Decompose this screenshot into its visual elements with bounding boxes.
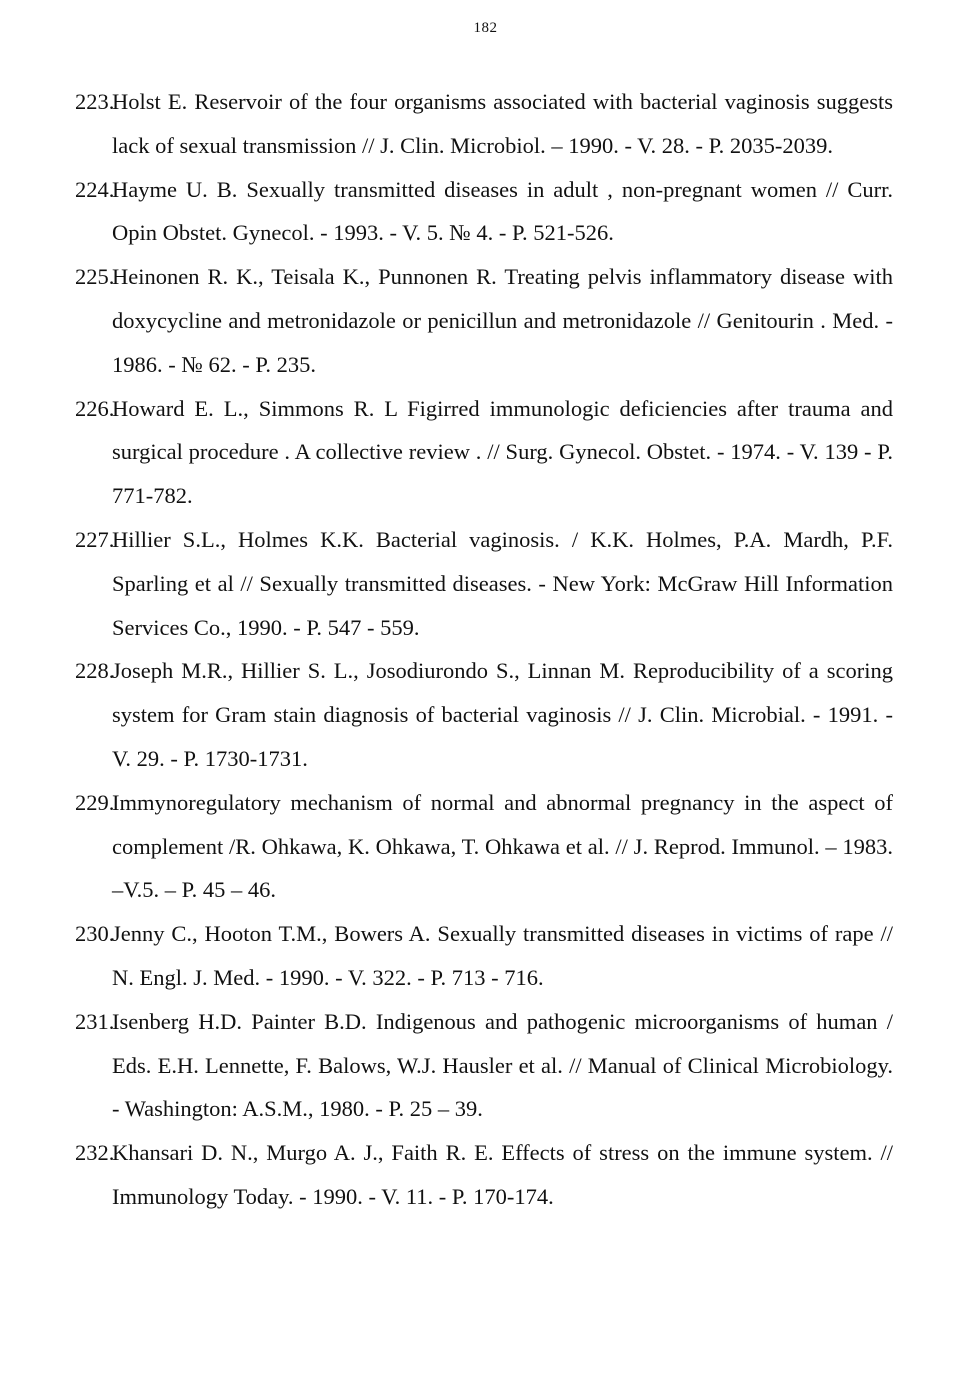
reference-item <box>75 912 893 1000</box>
reference-text: Holst E. Reservoir of the four organisms associated with bacterial vaginosis suggests lack of sexual transmission // J. Clin. Microbiol. – 1990. - V. 28. - P. 2035-2039. <box>112 89 893 158</box>
reference-item <box>75 781 893 912</box>
reference-text: Joseph M.R., Hillier S. L., Josodiurondo S., Linnan M. Reproducibility of a scoring system for Gram stain diagnosis of bacterial vaginosis // J. Clin. Microbial. - 1991. - V. 29. - P. 1730-1731. <box>112 658 893 771</box>
reference-number: 229. <box>75 789 115 815</box>
reference-text: Hayme U. B. Sexually transmitted diseases in adult , non-pregnant women // Curr. Opin Obstet. Gynecol. - 1993. - V. 5. № 4. - P. 521-526. <box>112 176 893 246</box>
reference-item <box>75 80 893 168</box>
reference-number: 226. <box>75 395 115 421</box>
reference-number: 230. <box>75 921 115 947</box>
reference-text: Immynoregulatory mechanism of normal and abnormal pregnancy in the aspect of complement /R. Ohkawa, K. Ohkawa, T. Ohkawa et al. // J. Reprod. Immunol. – 1983. –V.5. – P. 45 – 46. <box>112 789 893 903</box>
reference-item <box>75 1000 893 1131</box>
reference-item <box>75 387 893 518</box>
reference-item <box>75 1131 893 1219</box>
reference-item <box>75 649 893 780</box>
reference-number: 227. <box>75 526 115 552</box>
reference-item <box>75 255 893 386</box>
reference-text: Isenberg H.D. Painter B.D. Indigenous and pathogenic microorganisms of human / Eds. E.H. Lennette, F. Balows, W.J. Hausler et al. // Manual of Clinical Microbiology. - Washington: A.S.M., 1980. - P. 25 – 39. <box>112 1008 893 1122</box>
reference-text: Jenny C., Hooton T.M., Bowers A. Sexually transmitted diseases in victims of rape // N. Engl. J. Med. - 1990. - V. 322. - P. 713 - 716. <box>112 921 893 990</box>
reference-item <box>75 518 893 649</box>
reference-number: 223. <box>75 89 115 114</box>
reference-text: Heinonen R. K., Teisala K., Punnonen R. Treating pelvis inflammatory disease with doxycycline and metronidazole or penicillun and metronidazole // Genitourin . Med. - 1986. - № 62. - P. 235. <box>112 264 893 377</box>
reference-text: Khansari D. N., Murgo A. J., Faith R. E. Effects of stress on the immune system. // Immunology Today. - 1990. - V. 11. - P. 170-174. <box>112 1140 893 1209</box>
reference-text: Howard E. L., Simmons R. L Figirred immunologic deficiencies after trauma and surgical procedure . A collective review . // Surg. Gynecol. Obstet. - 1974. - V. 139 - P. 771-782. <box>112 395 893 509</box>
reference-number: 232. <box>75 1140 115 1166</box>
reference-item <box>75 168 893 256</box>
reference-number: 228. <box>75 658 115 684</box>
reference-text: Hillier S.L., Holmes K.K. Bacterial vaginosis. / K.K. Holmes, P.A. Mardh, P.F. Sparling et al // Sexually transmitted diseases. - New York: McGraw Hill Information Services Co., 1990. - P. 547 - 559. <box>112 526 893 640</box>
page-number: 182 <box>473 20 498 36</box>
reference-number: 225. <box>75 264 115 290</box>
reference-number: 224. <box>75 176 115 202</box>
reference-number: 231. <box>75 1008 115 1034</box>
reference-list <box>75 80 893 1219</box>
